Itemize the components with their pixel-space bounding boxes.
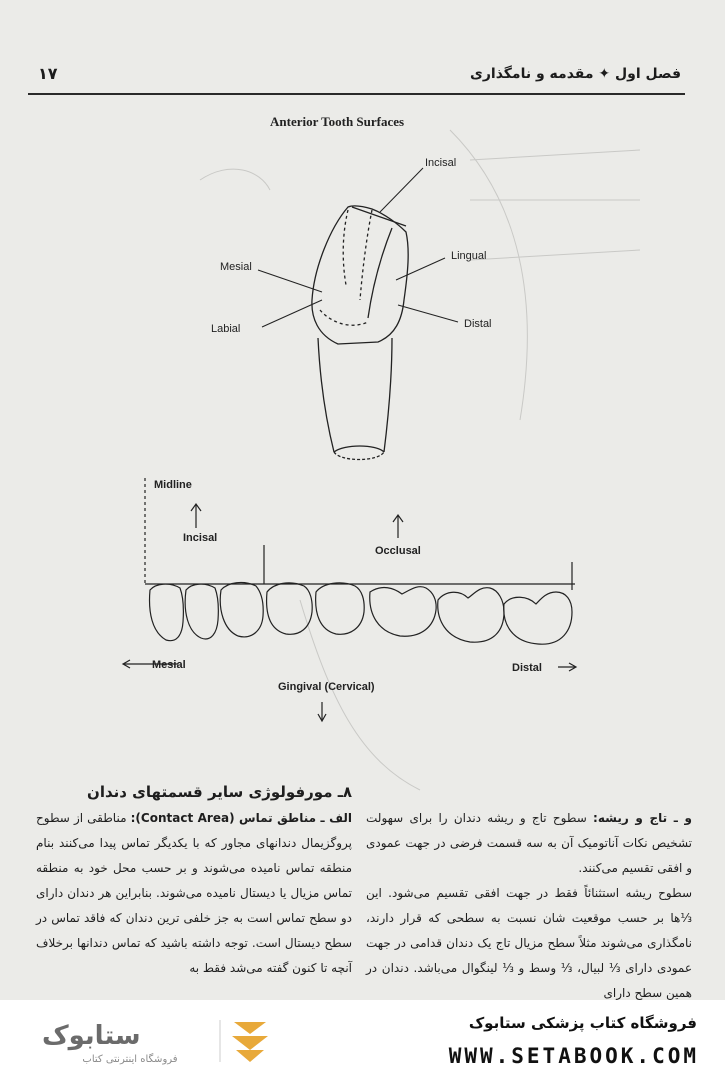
tooth-first-premolar [267, 583, 313, 634]
tooth-first-molar [370, 587, 436, 637]
label-arch-mesial: Mesial [152, 659, 186, 671]
label-distal: Distal [464, 318, 492, 330]
tooth-lateral-incisor [185, 584, 218, 639]
tooth-root-mesial [318, 338, 334, 452]
page-number: ۱۷ [38, 64, 58, 83]
label-mesial: Mesial [220, 261, 252, 273]
logo-tagline: فروشگاه اینترنتی کتاب [82, 1054, 178, 1065]
paragraph-thirds: سطوح ریشه استثنائاً فقط در جهت افقی تقسیم می‌شود. این ⅓ها بر حسب موقعیت شان نسبت به سطحی که قرار دارند، نامگذاری می‌شوند مثلاً سطح مزیال تاج یک دندان قدامی در جهت عمودی دارای ⅓ لبیال، ⅓ وسط و ⅓ لینگوال می‌باشد. دندان در همین سطح دارای [366, 886, 692, 1000]
paragraph-crown-root [366, 806, 692, 881]
logo-wordmark: ستابوک [42, 1021, 141, 1051]
tooth-root-distal [384, 338, 392, 452]
tooth-crown [312, 206, 408, 344]
logo-chevron-icon [232, 1022, 268, 1062]
left-text-column [36, 778, 352, 981]
leader-lines [258, 168, 458, 327]
figure-title: Anterior Tooth Surfaces [270, 114, 405, 129]
crown-root-lead: و ـ تاج و ریشه: [593, 811, 692, 825]
tooth-canine [220, 583, 263, 637]
label-arch-distal: Distal [512, 662, 542, 674]
contact-area-body: مناطقی از سطوح پروگزیمال دندانهای مجاور که با یکدیگر تماس پیدا می‌کنند بنام منطقه تماس نامیده می‌شوند و بر حسب محل خود به منطقه تماس مزیال یا دیستال نامیده می‌شوند. بنابراین هر دندان دارای دو سطح تماس است به جز خلفی ترین دندان که فاقد تماس در سطح دیستال است. توجه داشته باشید که تماس دندانها برخلاف آنچه تا کنون گفته می‌شد فقط به [36, 811, 352, 975]
store-url[interactable]: WWW.SETABOOK.COM [448, 1044, 699, 1068]
teeth-row [150, 583, 572, 645]
store-name: فروشگاه کتاب پزشکی ستابوک [468, 1014, 697, 1032]
paragraph-contact-area [36, 806, 352, 981]
tooth-central-incisor [150, 584, 184, 641]
anterior-tooth-drawing [312, 206, 408, 460]
chapter-header: فصل اول ✦ مقدمه و نامگذاری [470, 66, 681, 82]
footer-banner [0, 1000, 725, 1080]
setabook-logo [34, 1012, 274, 1068]
label-lingual: Lingual [451, 250, 487, 262]
contact-area-lead: الف ـ مناطق تماس (Contact Area): [130, 811, 352, 825]
label-incisal: Incisal [425, 157, 457, 169]
label-arch-incisal: Incisal [183, 532, 218, 544]
tooth-second-molar [438, 588, 504, 643]
label-gingival: Gingival (Cervical) [278, 681, 375, 693]
tooth-second-premolar [316, 583, 365, 634]
right-text-column [366, 806, 692, 1000]
label-labial: Labial [211, 323, 241, 335]
section-heading: ۸ـ مورفولوژی سایر قسمتهای دندان [87, 783, 352, 801]
tooth-third-molar [504, 592, 572, 644]
label-midline: Midline [154, 479, 192, 491]
crown-root-body: سطوح تاج و ریشه دندان را برای سهولت تشخیص نکات آناتومیک آن به سه قسمت فرضی در جهت عمودی و افقی تقسیم می‌کنند. [366, 811, 692, 875]
label-arch-occlusal: Occlusal [375, 545, 421, 557]
show-through-background [200, 130, 640, 790]
